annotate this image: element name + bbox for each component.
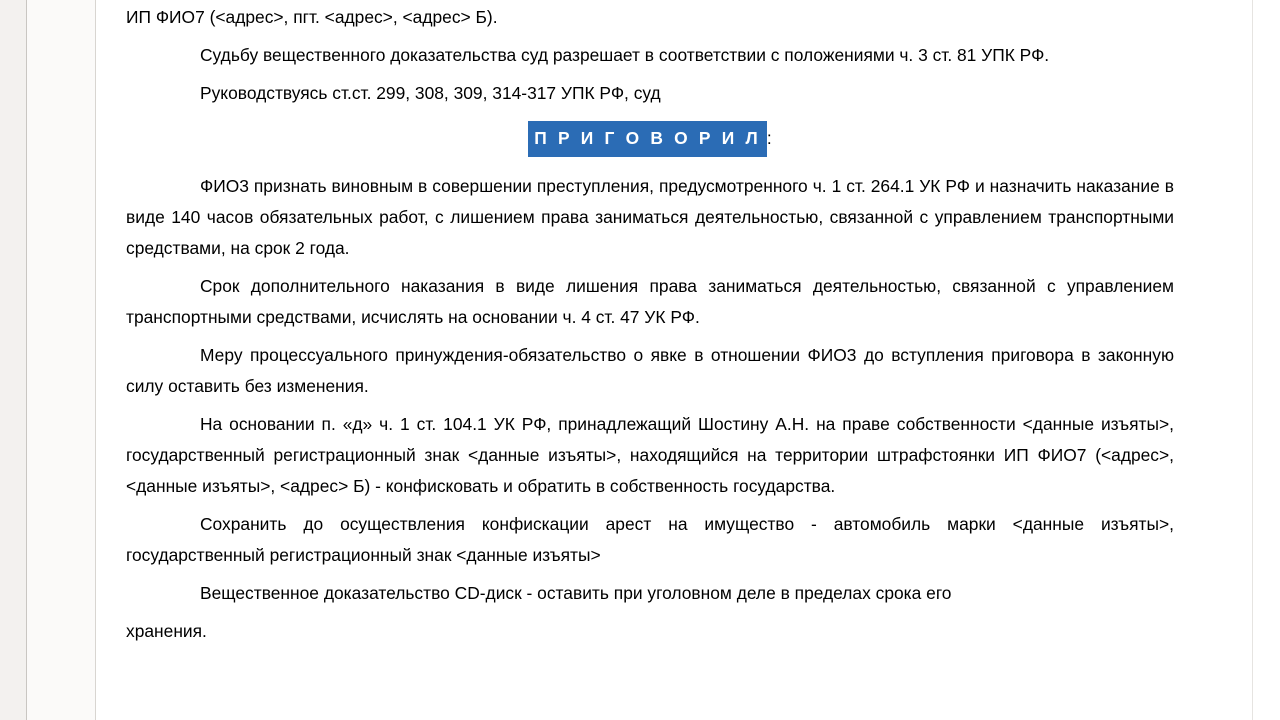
paragraph-sentence-1: ФИО3 признать виновным в совершении преступления, предусмотренного ч. 1 ст. 264.1 УК РФ и назначить наказание в виде 140 часов обязательных работ, с лишением права заниматься деятельностью, связанной с управлением транспортными средствами, на срок 2 года. xyxy=(126,176,1174,258)
page-left-margin-outer xyxy=(0,0,26,720)
paragraph-sentence-7-clipped: хранения. xyxy=(126,621,207,641)
page-right-margin xyxy=(1252,0,1280,720)
paragraph-sentence-2: Срок дополнительного наказания в виде лишения права заниматься деятельностью, связанной с управлением транспортными средствами, исчислять на основании ч. 4 ст. 47 УК РФ. xyxy=(126,276,1174,327)
page-left-margin-band xyxy=(27,0,95,720)
paragraph-guided-by: Руководствуясь ст.ст. 299, 308, 309, 314-317 УПК РФ, суд xyxy=(200,83,661,103)
verdict-heading-highlight: П Р И Г О В О Р И Л xyxy=(528,121,767,157)
paragraph-sentence-5: Сохранить до осуществления конфискации арест на имущество - автомобиль марки <данные изъяты>, государственный регистрационный знак <данные изъяты> xyxy=(126,514,1174,565)
paragraph-sentence-6: Вещественное доказательство CD-диск - оставить при уголовном деле в пределах срока его xyxy=(200,583,952,603)
paragraph-ip-address: ИП ФИО7 (<адрес>, пгт. <адрес>, <адрес> Б). xyxy=(126,7,498,27)
document-text-body xyxy=(96,0,1252,720)
document-content xyxy=(126,0,1174,647)
paragraph-sentence-3: Меру процессуального принуждения-обязательство о явке в отношении ФИО3 до вступления приговора в законную силу оставить без изменения. xyxy=(126,345,1174,396)
paragraph-sentence-4: На основании п. «д» ч. 1 ст. 104.1 УК РФ, принадлежащий Шостину А.Н. на праве собственности <данные изъяты>, государственный регистрационный знак <данные изъяты>, находящийся на территории штрафстоянки ИП ФИО7 (<адрес>, <данные изъяты>, <адрес> Б) - конфисковать и обратить в собственность государства. xyxy=(126,414,1174,496)
verdict-heading-container xyxy=(126,121,1174,157)
verdict-heading-colon: : xyxy=(766,128,772,148)
paragraph-evidence-fate: Судьбу вещественного доказательства суд разрешает в соответствии с положениями ч. 3 ст. 81 УПК РФ. xyxy=(200,45,1050,65)
